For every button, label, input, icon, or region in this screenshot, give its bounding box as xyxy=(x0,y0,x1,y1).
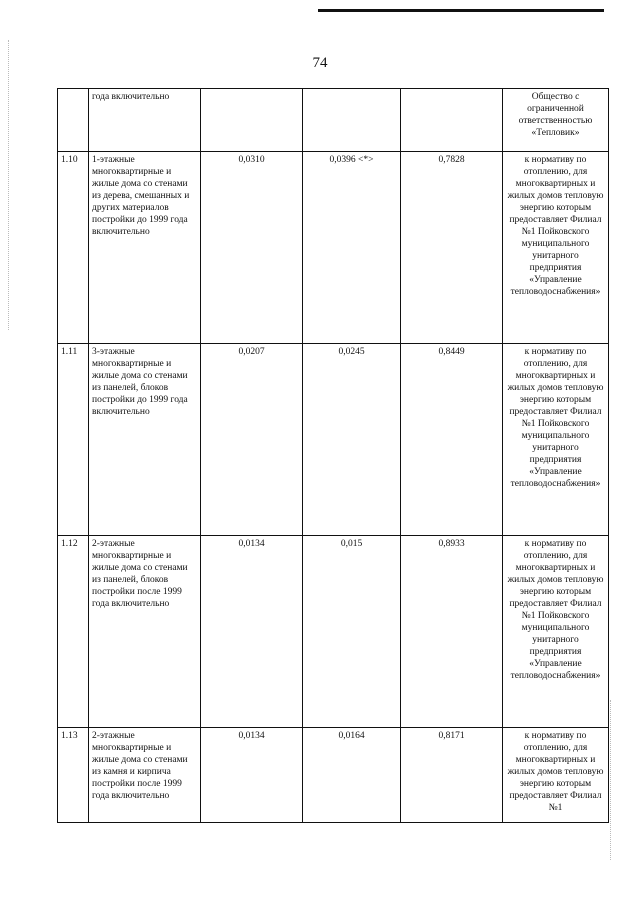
top-rule xyxy=(318,9,604,12)
norms-table xyxy=(57,88,609,823)
value-cell-2: 0,0164 xyxy=(303,728,401,823)
row-note: к нормативу по отоплению, для многоквартирных и жилых домов тепловую энергию которым предоставляет Филиал №1 Пойковского муниципального унитарного предприятия «Управление тепловодоснабжения» xyxy=(503,536,609,728)
row-description: 2-этажные многоквартирные и жилые дома со стенами из камня и кирпича постройки после 1999 года включительно xyxy=(89,728,201,823)
value-cell-2: 0,015 xyxy=(303,536,401,728)
value-cell-3 xyxy=(401,89,503,152)
row-number: 1.11 xyxy=(58,344,89,536)
value-cell-1: 0,0134 xyxy=(201,536,303,728)
value-cell-2: 0,0396 <*> xyxy=(303,152,401,344)
page-number: 74 xyxy=(312,55,328,71)
row-number: 1.10 xyxy=(58,152,89,344)
value-cell-1: 0,0310 xyxy=(201,152,303,344)
table-row xyxy=(58,536,609,728)
value-cell-3: 0,7828 xyxy=(401,152,503,344)
table-row xyxy=(58,728,609,823)
row-description: 1-этажные многоквартирные и жилые дома со стенами из дерева, смешанных и других материалов постройки до 1999 года включительно xyxy=(89,152,201,344)
row-note: к нормативу по отоплению, для многоквартирных и жилых домов тепловую энергию которым предоставляет Филиал №1 xyxy=(503,728,609,823)
row-description: года включительно xyxy=(89,89,201,152)
value-cell-2 xyxy=(303,89,401,152)
value-cell-1: 0,0207 xyxy=(201,344,303,536)
row-note: к нормативу по отоплению, для многоквартирных и жилых домов тепловую энергию которым предоставляет Филиал №1 Пойковского муниципального унитарного предприятия «Управление тепловодоснабжения» xyxy=(503,344,609,536)
row-number: 1.12 xyxy=(58,536,89,728)
table-row xyxy=(58,152,609,344)
value-cell-1: 0,0134 xyxy=(201,728,303,823)
table-row xyxy=(58,89,609,152)
table-row xyxy=(58,344,609,536)
scan-edge-left xyxy=(8,40,10,330)
row-note: Общество с ограниченной ответственностью «Тепловик» xyxy=(503,89,609,152)
value-cell-1 xyxy=(201,89,303,152)
value-cell-3: 0,8933 xyxy=(401,536,503,728)
value-cell-2: 0,0245 xyxy=(303,344,401,536)
row-number: 1.13 xyxy=(58,728,89,823)
value-cell-3: 0,8171 xyxy=(401,728,503,823)
value-cell-3: 0,8449 xyxy=(401,344,503,536)
row-description: 3-этажные многоквартирные и жилые дома со стенами из панелей, блоков постройки до 1999 года включительно xyxy=(89,344,201,536)
row-description: 2-этажные многоквартирные и жилые дома со стенами из панелей, блоков постройки после 1999 года включительно xyxy=(89,536,201,728)
row-note: к нормативу по отоплению, для многоквартирных и жилых домов тепловую энергию которым предоставляет Филиал №1 Пойковского муниципального унитарного предприятия «Управление тепловодоснабжения» xyxy=(503,152,609,344)
scan-edge-right xyxy=(610,700,612,860)
row-number xyxy=(58,89,89,152)
